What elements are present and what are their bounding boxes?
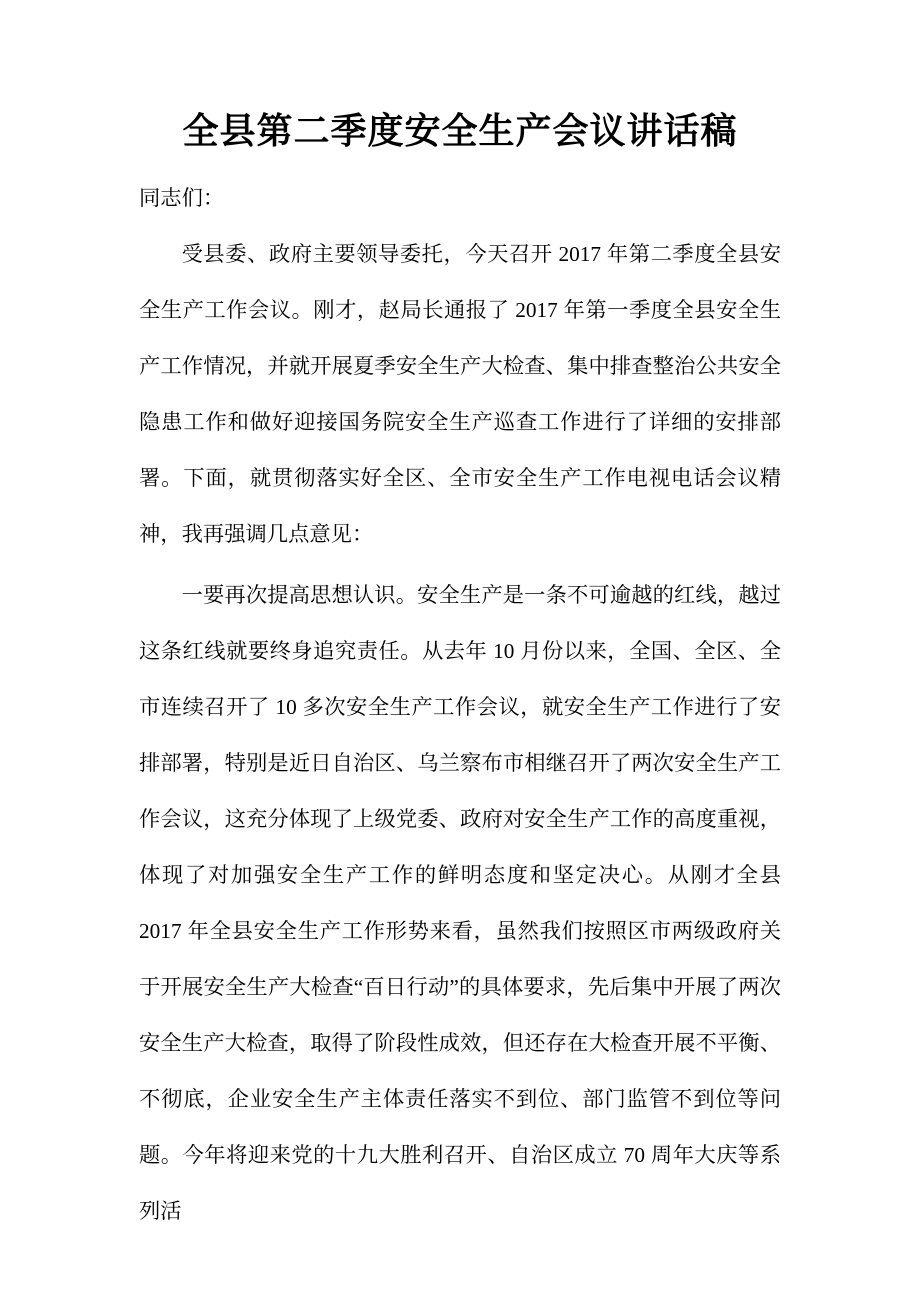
paragraph-opening: 受县委、政府主要领导委托，今天召开 2017 年第二季度全县安全生产工作会议。刚才，赵局长通报了 2017 年第一季度全县安全生产工作情况，并就开展夏季安全生产大检查、集中排查整治公共安全隐患工作和做好迎接国务院安全生产巡查工作进行了详细的安排部署。下面，就贯彻落实好全区、全市安全生产工作电视电话会议精神，我再强调几点意见： [139,242,781,546]
paragraph-point-one: 一要再次提高思想认识。安全生产是一条不可逾越的红线，越过这条红线就要终身追究责任。从去年 10 月份以来，全国、全区、全市连续召开了 10 多次安全生产工作会议，就安全生产工作进行了安排部署，特别是近日自治区、乌兰察布市相继召开了两次安全生产工作会议，这充分体现了上级党委、政府对安全生产工作的高度重视，体现了对加强安全生产工作的鲜明态度和坚定决心。从刚才全县 2017 年全县安全生产工作形势来看，虽然我们按照区市两级政府关于开展安全生产大检查“百日行动”的具体要求，先后集中开展了两次安全生产大检查，取得了阶段性成效，但还存在大检查开展不平衡、不彻底，企业安全生产主体责任落实不到位、部门监管不到位等问题。今年将迎来党的十九大胜利召开、自治区成立 70 周年大庆等系列活 [139,583,781,1223]
document-title: 全县第二季度安全生产会议讲话稿 [182,111,738,151]
salutation: 同志们： [139,186,225,210]
